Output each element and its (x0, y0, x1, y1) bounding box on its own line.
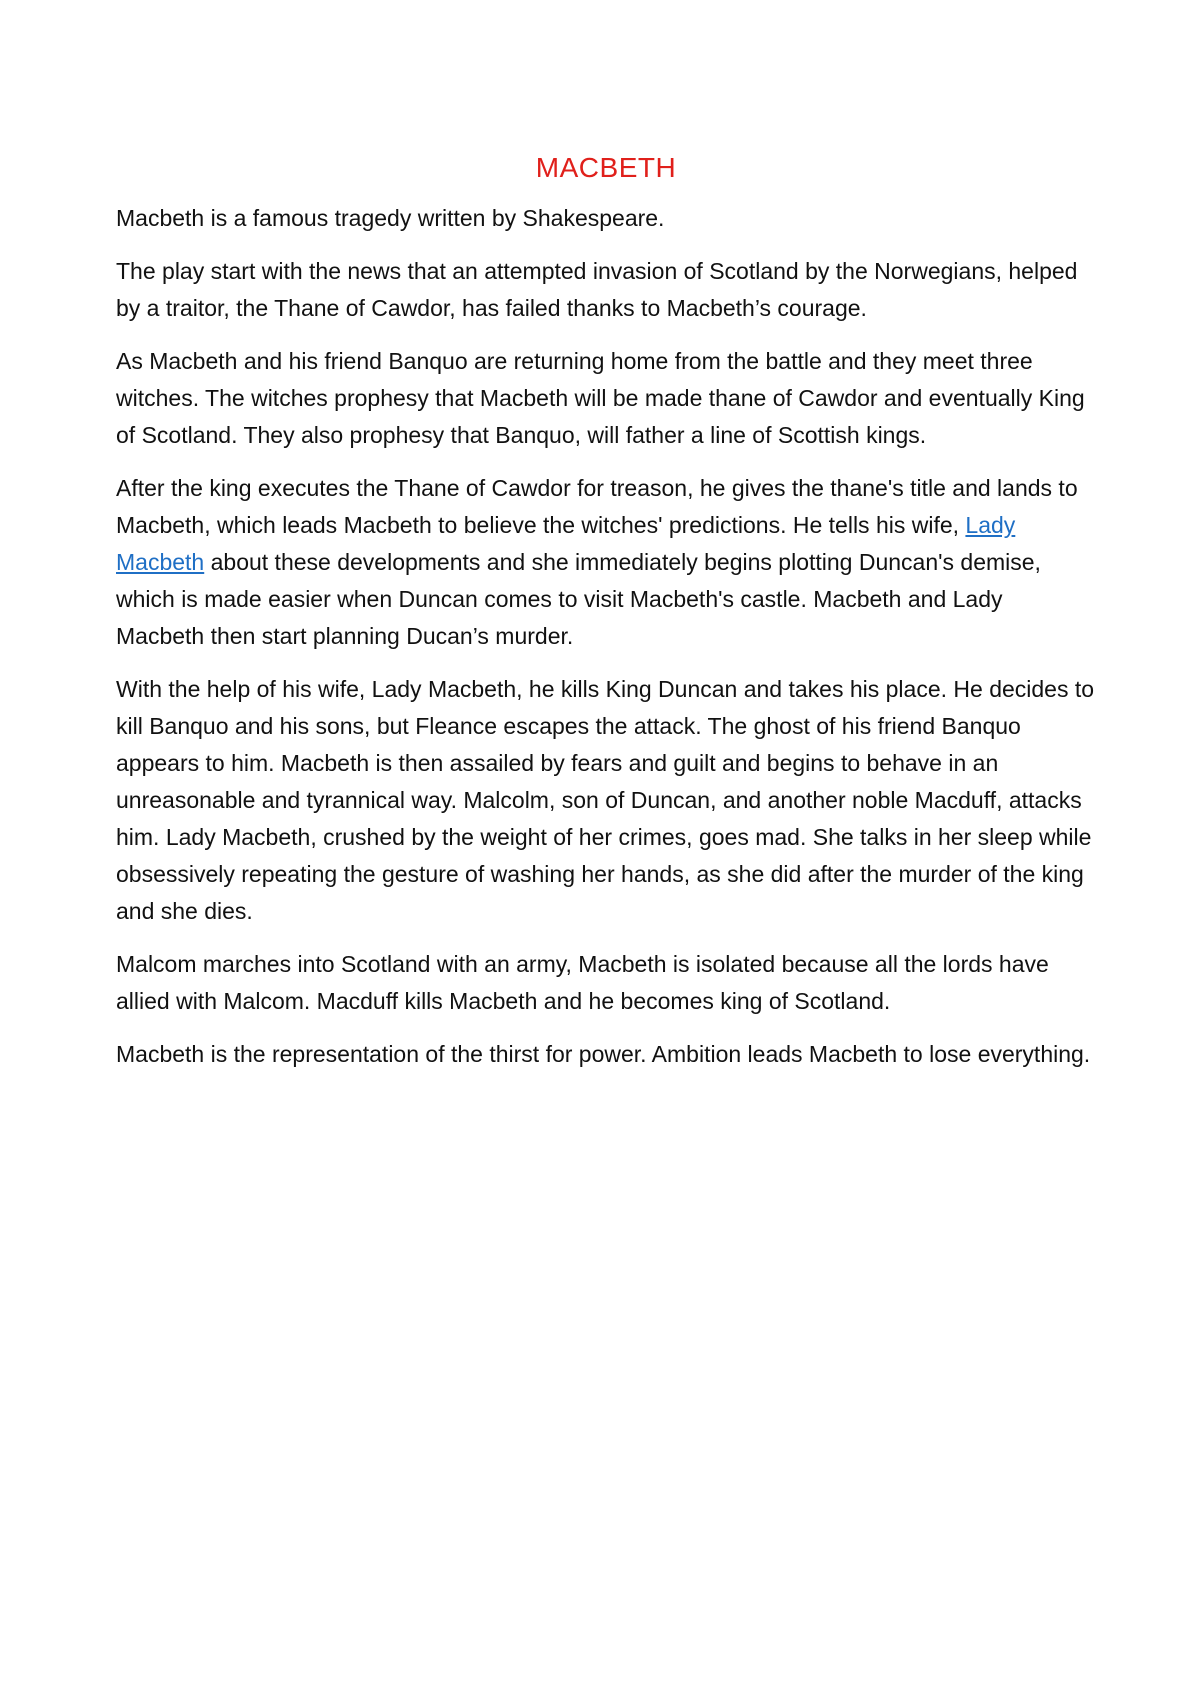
paragraph-cawdor-text-after: about these developments and she immediately begins plotting Duncan's demise, which is made easier when Duncan comes to visit Macbeth's castle. Macbeth and Lady Macbeth then start planning Ducan’s murder. (116, 549, 1041, 649)
paragraph-cawdor-text-before: After the king executes the Thane of Cawdor for treason, he gives the thane's title and lands to Macbeth, which leads Macbeth to believe the witches' predictions. He tells his wife, (116, 475, 1078, 538)
document-title: MACBETH (535, 152, 677, 183)
lady-macbeth-link[interactable]: Lady Macbeth (116, 512, 1016, 575)
paragraph-conclusion: Macbeth is the representation of the thirst for power. Ambition leads Macbeth to lose everything. (116, 1041, 1091, 1067)
paragraph-murder: With the help of his wife, Lady Macbeth, he kills King Duncan and takes his place. He decides to kill Banquo and his sons, but Fleance escapes the attack. The ghost of his friend Banquo appears to him. Macbeth is then assailed by fears and guilt and begins to behave in an unreasonable and tyrannical way. Malcolm, son of Duncan, and another noble Macduff, attacks him. Lady Macbeth, crushed by the weight of her crimes, goes mad. She talks in her sleep while obsessively repeating the gesture of washing her hands, as she did after the murder of the king and she dies. (116, 676, 1095, 924)
paragraph-malcom: Malcom marches into Scotland with an army, Macbeth is isolated because all the lords have allied with Malcom. Macduff kills Macbeth and he becomes king of Scotland. (116, 951, 1049, 1014)
paragraph-witches: As Macbeth and his friend Banquo are returning home from the battle and they meet three witches. The witches prophesy that Macbeth will be made thane of Cawdor and eventually King of Scotland. They also prophesy that Banquo, will father a line of Scottish kings. (116, 348, 1085, 448)
paragraph-intro: Macbeth is a famous tragedy written by Shakespeare. (116, 205, 665, 231)
document-body (116, 148, 1096, 1089)
paragraph-opening: The play start with the news that an attempted invasion of Scotland by the Norwegians, helped by a traitor, the Thane of Cawdor, has failed thanks to Macbeth’s courage. (116, 258, 1078, 321)
paragraph-cawdor (116, 470, 1096, 655)
